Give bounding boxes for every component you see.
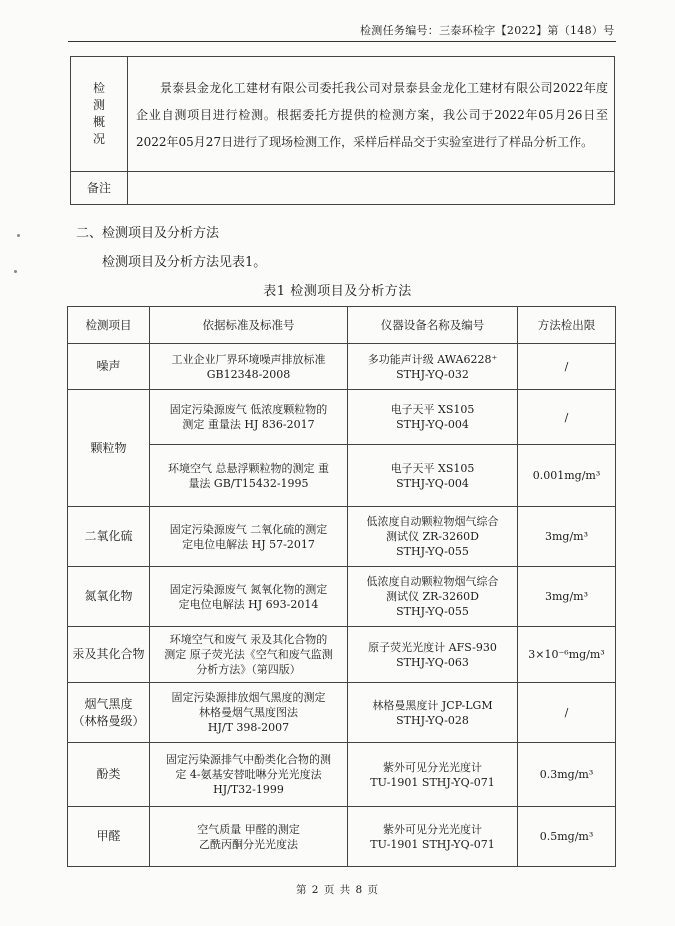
standard-cell [150,683,348,743]
table-row [68,507,616,567]
col-header-limit: 方法检出限 [518,307,616,344]
detection-limit: 0.001mg/m³ [518,445,616,507]
method-table-body [68,344,616,867]
standard-cell-line: 环境空气和废气 汞及其化合物的 [169,633,328,646]
standard-cell-line: 固定污染源排放烟气黑度的测定 [171,691,326,704]
overview-table [70,56,615,205]
instrument-cell [348,344,518,390]
col-header-item: 检测项目 [68,307,150,344]
instrument-cell-line: 林格曼黑度计 JCP-LGM [372,698,493,712]
standard-cell-line: 固定污染源废气 氮氧化物的测定 [169,582,328,596]
test-item: 汞及其化合物 [68,627,150,683]
method-table [67,306,616,867]
detection-limit: / [518,683,616,743]
detection-limit: 0.3mg/m³ [518,743,616,807]
standard-cell-line: 固定污染源废气 二氧化硫的测定 [169,522,328,536]
test-item-line: （林格曼级） [72,713,145,728]
instrument-cell-line: STHJ-YQ-055 [396,545,469,558]
table-row [68,627,616,683]
task-code: 检测任务编号：三泰环检字【2022】第（148）号 [360,24,615,37]
instrument-cell-line: 电子天平 XS105 [390,461,475,475]
instrument-cell [348,743,518,807]
instrument-cell-line: 紫外可见分光光度计 [383,760,482,774]
instrument-cell [348,507,518,567]
instrument-cell-line: 紫外可见分光光度计 [383,822,482,836]
standard-cell-line: 定 4-氨基安替吡啉分光光度法 [175,768,322,781]
table-caption: 表1 检测项目及分析方法 [263,284,412,299]
standard-cell [150,807,348,867]
overview-label-char: 测 [92,98,105,112]
test-item: 氮氧化物 [68,567,150,627]
instrument-cell-line: 电子天平 XS105 [390,403,475,416]
instrument-cell [348,390,518,445]
table-row [68,344,616,390]
standard-cell [150,445,348,507]
section-heading: 二、检测项目及分析方法 [76,226,220,241]
standard-cell-line: 林格曼烟气黑度图法 [199,706,298,719]
overview-label-text [71,80,127,148]
instrument-cell-line: STHJ-YQ-063 [396,655,469,669]
overview-text: 景泰县金龙化工建材有限公司委托我公司对景泰县金龙化工建材有限公司2022年度企业自测项目进行检测。根据委托方提供的检测方案，我公司于2022年05月26日至2022年05月27日进行了现场检测工作，采样后样品交于实验室进行了样品分析工作。 [128,57,615,172]
instrument-cell-line: TU-1901 STHJ-YQ-071 [370,837,495,851]
test-item: 二氧化硫 [68,507,150,567]
detection-limit: 3mg/m³ [518,567,616,627]
instrument-cell [348,445,518,507]
standard-cell-line: 固定污染源排气中酚类化合物的测 [166,753,331,766]
standard-cell [150,507,348,567]
test-item: 噪声 [68,344,150,390]
header-rule [68,41,616,42]
detection-limit: 3mg/m³ [518,507,616,567]
test-item-line: 烟气黑度 [84,696,133,711]
test-item: 颗粒物 [68,390,150,507]
overview-label-char: 概 [92,115,105,129]
standard-cell-line: 乙酰丙酮分光光度法 [199,837,298,851]
standard-cell-line: 空气质量 甲醛的测定 [197,822,300,836]
standard-cell-line: 测定 原子荧光法《空气和废气监测 [164,648,333,661]
instrument-cell-line: 测试仪 ZR-3260D [386,530,479,543]
standard-cell-line: 工业企业厂界环境噪声排放标准 [171,352,326,366]
method-table-header [68,307,616,344]
standard-cell-line: GB12348-2008 [206,367,291,381]
table-row [68,683,616,743]
instrument-cell [348,627,518,683]
standard-cell-line: 定电位电解法 HJ 693-2014 [178,597,319,611]
instrument-cell-line: STHJ-YQ-032 [396,367,469,381]
table-row [68,445,616,507]
scan-speck [14,270,17,273]
detection-limit: 3×10⁻⁶mg/m³ [518,627,616,683]
standard-cell-line: HJ/T32-1999 [213,783,284,796]
instrument-cell [348,807,518,867]
standard-cell-line: 定电位电解法 HJ 57-2017 [182,537,315,551]
table-row [68,567,616,627]
scan-speck [17,234,20,237]
table-row [68,807,616,867]
standard-cell [150,627,348,683]
instrument-cell-line: STHJ-YQ-004 [396,418,469,431]
standard-cell-line: 测定 重量法 HJ 836-2017 [182,418,315,431]
remarks-label: 备注 [71,172,128,205]
instrument-cell-line: 低浓度自动颗粒物烟气综合 [366,575,499,588]
col-header-standard: 依据标准及标准号 [150,307,348,344]
page-number: 第 2 页 共 8 页 [295,884,380,896]
overview-label-char: 况 [92,132,105,146]
instrument-cell-line: STHJ-YQ-004 [396,476,469,490]
table-row [68,743,616,807]
instrument-cell-line: TU-1901 STHJ-YQ-071 [370,775,495,789]
instrument-cell-line: 低浓度自动颗粒物烟气综合 [366,515,499,528]
detection-limit: 0.5mg/m³ [518,807,616,867]
col-header-instrument: 仪器设备名称及编号 [348,307,518,344]
standard-cell-line: 环境空气 总悬浮颗粒物的测定 重 [168,461,329,475]
remarks-value [128,172,615,205]
overview-label [71,57,128,172]
standard-cell [150,567,348,627]
standard-cell [150,344,348,390]
standard-cell-line: 量法 GB/T15432-1995 [188,476,309,490]
instrument-cell-line: STHJ-YQ-028 [396,713,469,727]
instrument-cell-line: 多功能声计级 AWA6228⁺ [367,352,498,366]
test-item: 甲醛 [68,807,150,867]
standard-cell-line: HJ/T 398-2007 [207,721,290,734]
instrument-cell [348,683,518,743]
section-intro: 检测项目及分析方法见表1。 [102,255,267,270]
overview-label-char: 检 [92,81,105,95]
instrument-cell-line: STHJ-YQ-055 [396,605,469,618]
instrument-cell-line: 测试仪 ZR-3260D [386,590,479,603]
test-item: 酚类 [68,743,150,807]
standard-cell-line: 固定污染源废气 低浓度颗粒物的 [169,403,328,416]
instrument-cell-line: 原子荧光光度计 AFS-930 [368,640,497,654]
standard-cell [150,743,348,807]
standard-cell [150,390,348,445]
table-row [68,390,616,445]
instrument-cell [348,567,518,627]
standard-cell-line: 分析方法》（第四版） [196,663,301,676]
detection-limit: / [518,344,616,390]
detection-limit: / [518,390,616,445]
test-item [68,683,150,743]
